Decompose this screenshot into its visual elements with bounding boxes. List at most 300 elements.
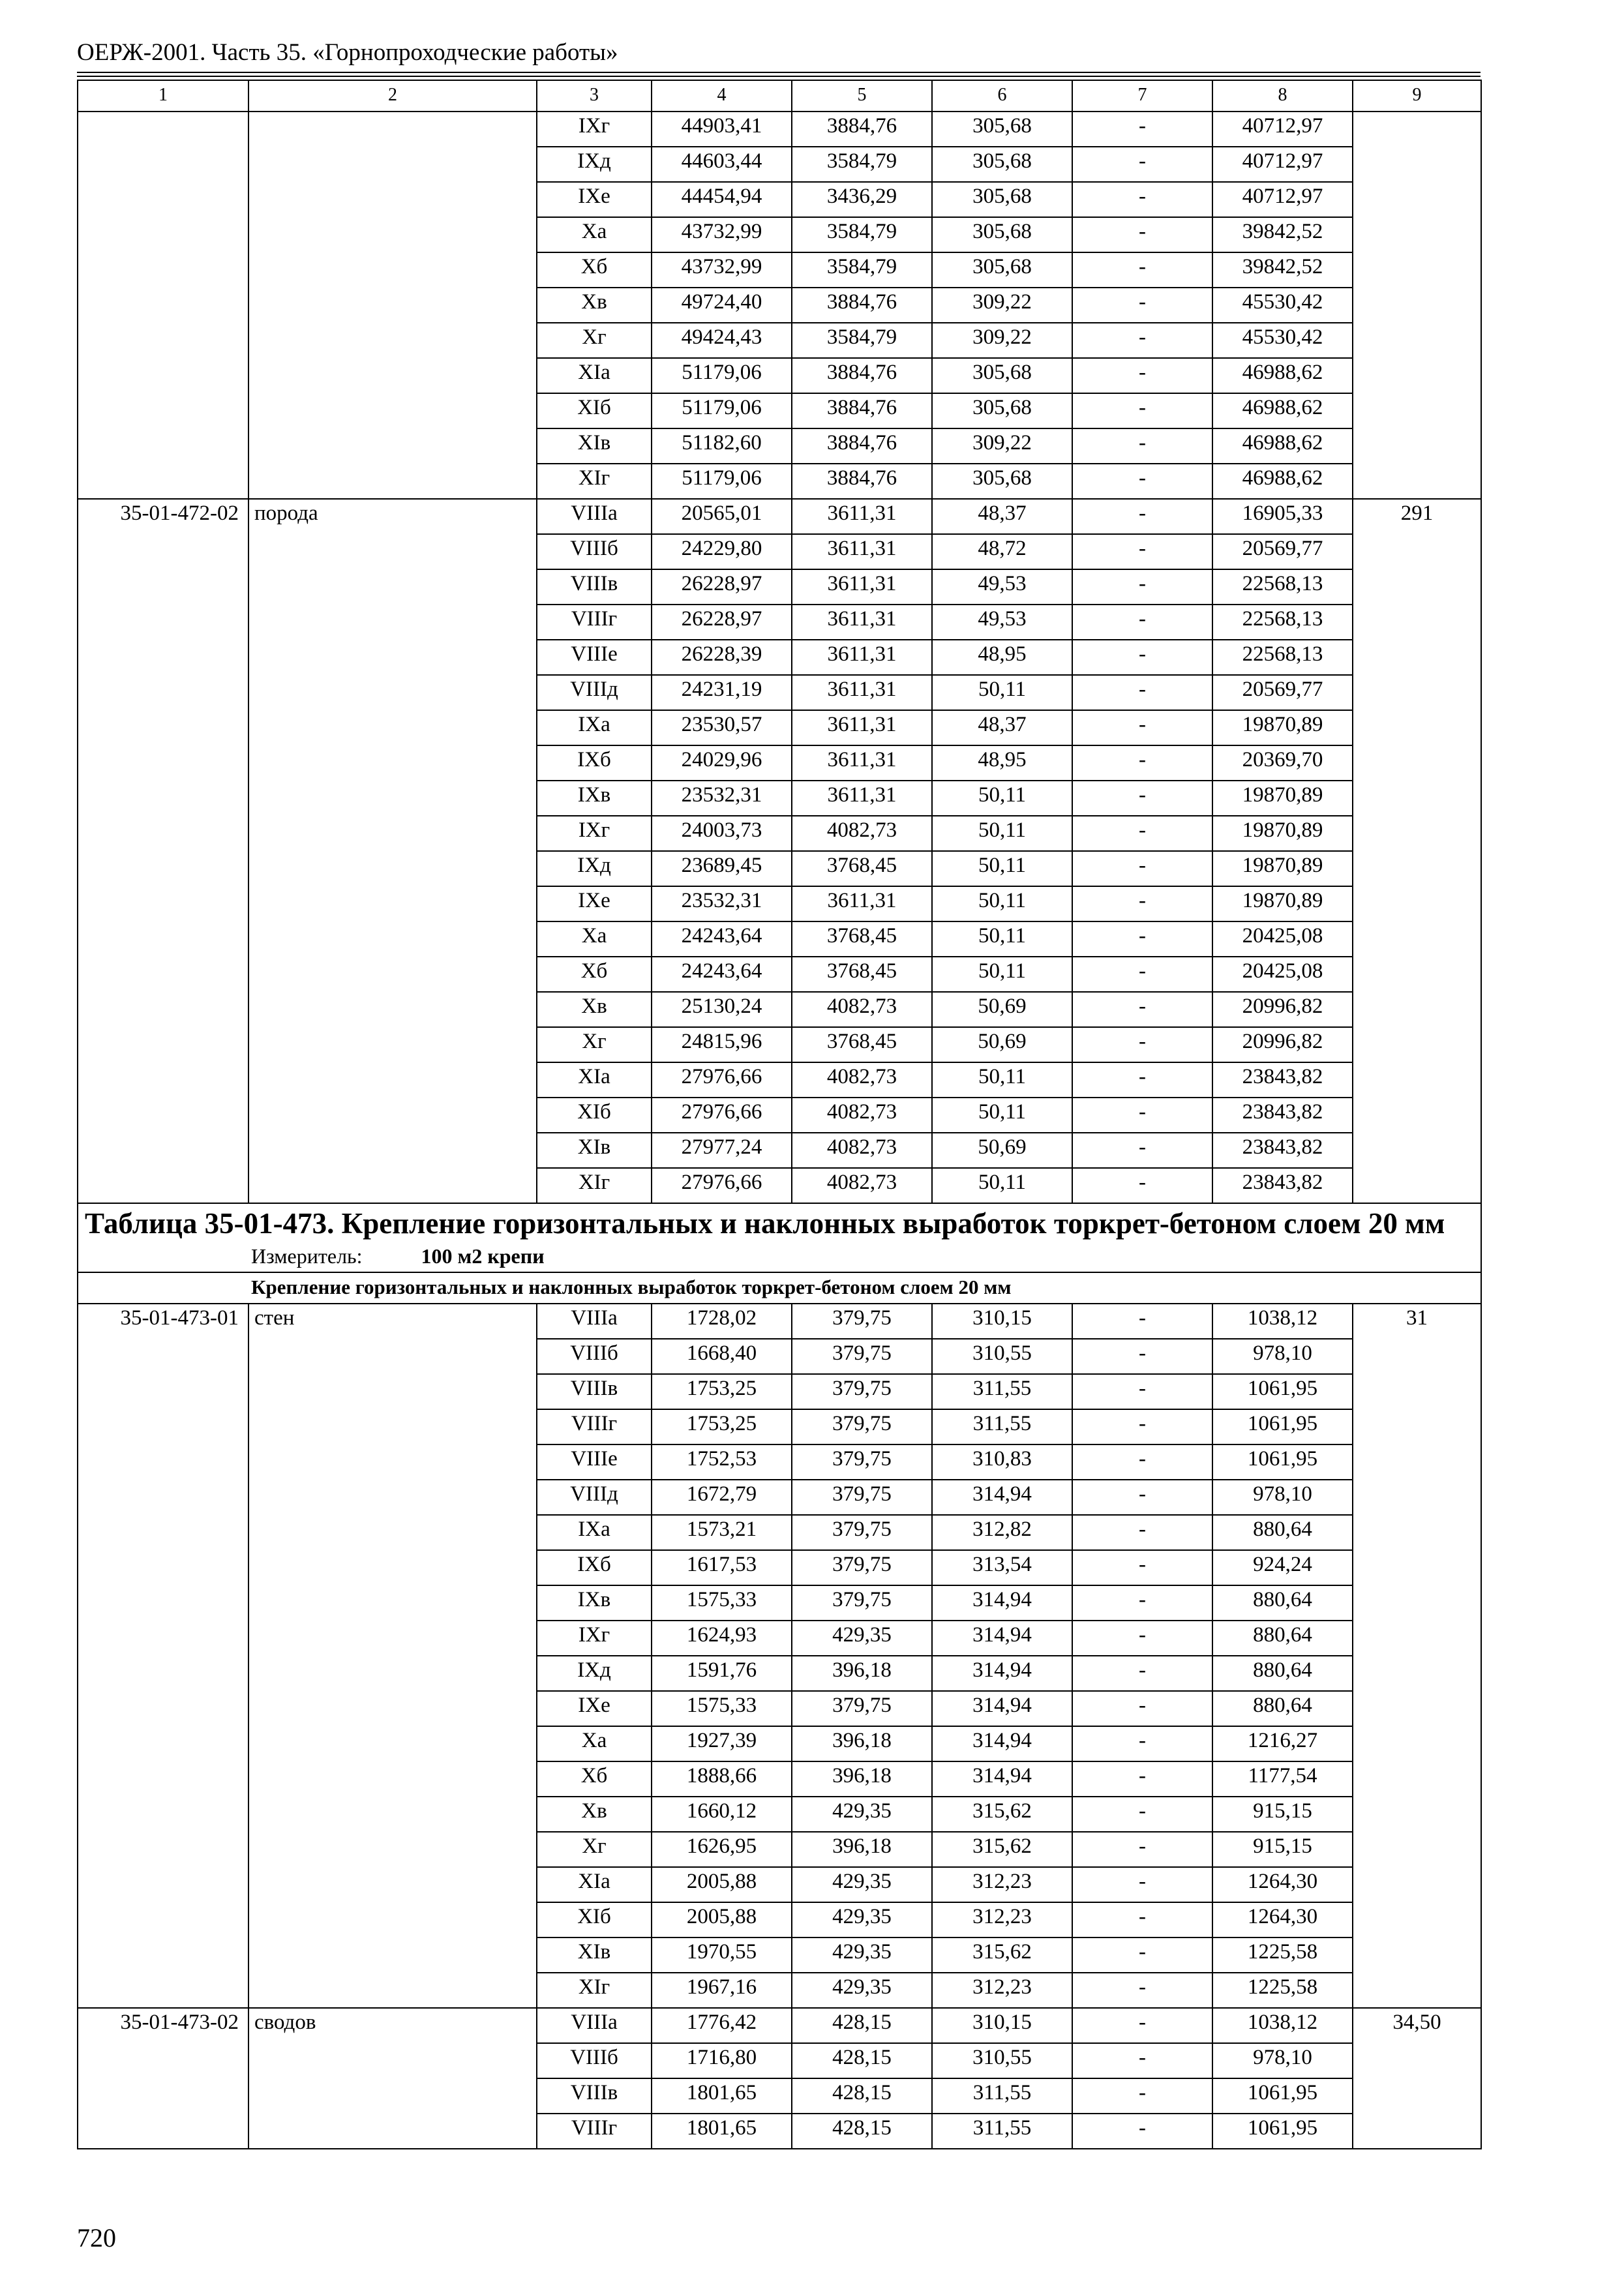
column-number: 7 [1072,80,1212,112]
rock-category: IXг [537,816,652,851]
total-cost: 1753,25 [652,1374,792,1409]
rock-category: VIIIб [537,1339,652,1374]
materials: 19870,89 [1212,710,1353,745]
total-cost: 24003,73 [652,816,792,851]
materials: 16905,33 [1212,499,1353,534]
total-cost: 1753,25 [652,1409,792,1444]
materials: 1061,95 [1212,1409,1353,1444]
rock-category: XIг [537,1973,652,2008]
total-cost: 1660,12 [652,1797,792,1832]
materials: 915,15 [1212,1797,1353,1832]
drivers-wages: - [1072,1867,1212,1902]
wages: 4082,73 [792,1168,932,1203]
wages: 3584,79 [792,252,932,288]
materials: 1264,30 [1212,1902,1353,1937]
column-number: 1 [78,80,248,112]
rock-category: XIб [537,1902,652,1937]
drivers-wages: - [1072,1550,1212,1585]
total-cost: 1591,76 [652,1656,792,1691]
column-numbers-row [78,80,1481,112]
total-cost: 27977,24 [652,1133,792,1168]
materials: 20996,82 [1212,992,1353,1027]
materials: 880,64 [1212,1621,1353,1656]
wages: 4082,73 [792,992,932,1027]
drivers-wages: - [1072,2114,1212,2149]
total-cost: 49424,43 [652,323,792,358]
rock-category: VIIIб [537,534,652,569]
price-table [77,80,1481,2149]
wages: 3584,79 [792,217,932,252]
machine-operation: 50,69 [932,1133,1072,1168]
wages: 3884,76 [792,393,932,428]
machine-operation: 311,55 [932,1374,1072,1409]
item-name: стен [248,1304,537,2008]
drivers-wages: - [1072,358,1212,393]
rock-category: VIIIа [537,2008,652,2043]
total-cost: 1801,65 [652,2114,792,2149]
wages: 3611,31 [792,569,932,605]
total-cost: 1801,65 [652,2078,792,2114]
machine-operation: 50,69 [932,992,1072,1027]
wages: 379,75 [792,1480,932,1515]
drivers-wages: - [1072,992,1212,1027]
item-name [248,112,537,499]
rock-category: IXа [537,1515,652,1550]
total-cost: 1716,80 [652,2043,792,2078]
wages: 379,75 [792,1374,932,1409]
total-cost: 24815,96 [652,1027,792,1062]
machine-operation: 50,11 [932,816,1072,851]
rock-category: IXе [537,1691,652,1726]
rock-category: Xв [537,1797,652,1832]
machine-operation: 305,68 [932,252,1072,288]
drivers-wages: - [1072,605,1212,640]
total-cost: 51179,06 [652,358,792,393]
materials: 880,64 [1212,1691,1353,1726]
wages: 379,75 [792,1515,932,1550]
rock-category: Xв [537,288,652,323]
machine-operation: 311,55 [932,1409,1072,1444]
machine-operation: 305,68 [932,182,1072,217]
machine-operation: 305,68 [932,393,1072,428]
drivers-wages: - [1072,781,1212,816]
rock-category: IXа [537,710,652,745]
total-cost: 1967,16 [652,1973,792,2008]
rock-category: IXг [537,1621,652,1656]
rock-category: IXд [537,147,652,182]
drivers-wages: - [1072,323,1212,358]
drivers-wages: - [1072,2008,1212,2043]
wages: 3611,31 [792,781,932,816]
total-cost: 44603,44 [652,147,792,182]
drivers-wages: - [1072,1832,1212,1867]
wages: 4082,73 [792,816,932,851]
page-number: 720 [77,2223,116,2252]
column-number: 6 [932,80,1072,112]
materials: 23843,82 [1212,1062,1353,1098]
machine-operation: 314,94 [932,1656,1072,1691]
machine-operation: 311,55 [932,2078,1072,2114]
machine-operation: 314,94 [932,1621,1072,1656]
rock-category: XIа [537,358,652,393]
drivers-wages: - [1072,112,1212,147]
total-cost: 49724,40 [652,288,792,323]
wages: 3884,76 [792,288,932,323]
rock-category: VIIIг [537,2114,652,2149]
rock-category: IXб [537,1550,652,1585]
subheading-row [78,1272,1481,1304]
machine-operation: 314,94 [932,1691,1072,1726]
wages: 379,75 [792,1339,932,1374]
wages: 396,18 [792,1656,932,1691]
wages: 3768,45 [792,851,932,886]
rock-category: XIа [537,1062,652,1098]
drivers-wages: - [1072,428,1212,464]
rock-category: XIб [537,393,652,428]
labor-cost: 291 [1353,499,1481,1203]
rock-category: XIб [537,1098,652,1133]
rock-category: Xг [537,1027,652,1062]
wages: 3436,29 [792,182,932,217]
total-cost: 51179,06 [652,393,792,428]
materials: 19870,89 [1212,851,1353,886]
machine-operation: 310,55 [932,2043,1072,2078]
drivers-wages: - [1072,217,1212,252]
wages: 379,75 [792,1550,932,1585]
materials: 40712,97 [1212,147,1353,182]
machine-operation: 314,94 [932,1480,1072,1515]
machine-operation: 312,23 [932,1902,1072,1937]
rock-category: IXе [537,886,652,921]
materials: 978,10 [1212,2043,1353,2078]
materials: 19870,89 [1212,781,1353,816]
rock-category: XIв [537,1937,652,1973]
materials: 978,10 [1212,1480,1353,1515]
rock-category: VIIIд [537,1480,652,1515]
rock-category: Xг [537,323,652,358]
table-row [78,2008,1481,2043]
machine-operation: 305,68 [932,217,1072,252]
drivers-wages: - [1072,957,1212,992]
measure-label: Измеритель: [251,1244,363,1268]
machine-operation: 310,83 [932,1444,1072,1480]
materials: 46988,62 [1212,428,1353,464]
labor-cost [1353,112,1481,499]
total-cost: 1672,79 [652,1480,792,1515]
machine-operation: 49,53 [932,605,1072,640]
column-number: 8 [1212,80,1353,112]
table-subheading: Крепление горизонтальных и наклонных выработок торкрет-бетоном слоем 20 мм [78,1272,1481,1304]
total-cost: 1776,42 [652,2008,792,2043]
drivers-wages: - [1072,499,1212,534]
drivers-wages: - [1072,1304,1212,1339]
rock-category: IXе [537,182,652,217]
table-row [78,1304,1481,1339]
drivers-wages: - [1072,464,1212,499]
column-number: 4 [652,80,792,112]
drivers-wages: - [1072,1062,1212,1098]
drivers-wages: - [1072,1515,1212,1550]
materials: 20425,08 [1212,921,1353,957]
total-cost: 1927,39 [652,1726,792,1761]
total-cost: 26228,97 [652,569,792,605]
materials: 45530,42 [1212,323,1353,358]
machine-operation: 311,55 [932,2114,1072,2149]
rock-category: XIг [537,1168,652,1203]
materials: 978,10 [1212,1339,1353,1374]
rock-category: VIIIа [537,499,652,534]
total-cost: 24029,96 [652,745,792,781]
wages: 3584,79 [792,323,932,358]
wages: 3611,31 [792,886,932,921]
machine-operation: 48,72 [932,534,1072,569]
drivers-wages: - [1072,710,1212,745]
materials: 46988,62 [1212,358,1353,393]
rock-category: IXб [537,745,652,781]
wages: 3768,45 [792,957,932,992]
drivers-wages: - [1072,1339,1212,1374]
wages: 429,35 [792,1902,932,1937]
rock-category: IXг [537,112,652,147]
materials: 23843,82 [1212,1098,1353,1133]
rock-category: VIIIв [537,2078,652,2114]
materials: 1061,95 [1212,1374,1353,1409]
materials: 1061,95 [1212,2078,1353,2114]
wages: 379,75 [792,1409,932,1444]
page-header: ОЕРЖ-2001. Часть 35. «Горнопроходческие работы» [77,39,618,66]
materials: 39842,52 [1212,217,1353,252]
wages: 3768,45 [792,921,932,957]
wages: 429,35 [792,1797,932,1832]
wages: 3884,76 [792,112,932,147]
machine-operation: 48,95 [932,640,1072,675]
wages: 396,18 [792,1761,932,1797]
total-cost: 1617,53 [652,1550,792,1585]
drivers-wages: - [1072,1902,1212,1937]
machine-operation: 315,62 [932,1937,1072,1973]
machine-operation: 49,53 [932,569,1072,605]
item-code: 35-01-472-02 [78,499,248,1203]
wages: 379,75 [792,1691,932,1726]
labor-cost: 34,50 [1353,2008,1481,2149]
total-cost: 1575,33 [652,1585,792,1621]
table-title-row [78,1203,1481,1272]
materials: 1225,58 [1212,1937,1353,1973]
materials: 1038,12 [1212,2008,1353,2043]
machine-operation: 310,55 [932,1339,1072,1374]
materials: 40712,97 [1212,182,1353,217]
drivers-wages: - [1072,886,1212,921]
total-cost: 43732,99 [652,217,792,252]
rock-category: VIIIе [537,1444,652,1480]
column-number: 2 [248,80,537,112]
machine-operation: 50,11 [932,1062,1072,1098]
drivers-wages: - [1072,745,1212,781]
rock-category: VIIIе [537,640,652,675]
drivers-wages: - [1072,1133,1212,1168]
machine-operation: 305,68 [932,464,1072,499]
machine-operation: 312,23 [932,1973,1072,2008]
materials: 22568,13 [1212,605,1353,640]
machine-operation: 305,68 [932,112,1072,147]
machine-operation: 48,37 [932,710,1072,745]
rock-category: Xб [537,252,652,288]
total-cost: 1668,40 [652,1339,792,1374]
rock-category: IXв [537,1585,652,1621]
wages: 429,35 [792,1621,932,1656]
machine-operation: 310,15 [932,2008,1072,2043]
machine-operation: 305,68 [932,147,1072,182]
wages: 3611,31 [792,605,932,640]
total-cost: 27976,66 [652,1062,792,1098]
total-cost: 1752,53 [652,1444,792,1480]
wages: 3611,31 [792,640,932,675]
header-rule [77,72,1481,73]
machine-operation: 313,54 [932,1550,1072,1585]
wages: 428,15 [792,2008,932,2043]
wages: 379,75 [792,1444,932,1480]
measure-value: 100 м2 крепи [421,1244,545,1268]
wages: 4082,73 [792,1098,932,1133]
drivers-wages: - [1072,1027,1212,1062]
machine-operation: 309,22 [932,323,1072,358]
materials: 22568,13 [1212,569,1353,605]
item-code [78,112,248,499]
total-cost: 51179,06 [652,464,792,499]
rock-category: VIIIг [537,1409,652,1444]
column-number: 9 [1353,80,1481,112]
rock-category: XIг [537,464,652,499]
rock-category: Xа [537,217,652,252]
total-cost: 51182,60 [652,428,792,464]
wages: 396,18 [792,1726,932,1761]
drivers-wages: - [1072,816,1212,851]
wages: 3884,76 [792,358,932,393]
drivers-wages: - [1072,2043,1212,2078]
wages: 396,18 [792,1832,932,1867]
drivers-wages: - [1072,1797,1212,1832]
machine-operation: 309,22 [932,428,1072,464]
header-rule-double [77,76,1481,77]
table-title-cell [78,1203,1481,1272]
materials: 46988,62 [1212,464,1353,499]
wages: 379,75 [792,1585,932,1621]
total-cost: 1624,93 [652,1621,792,1656]
rock-category: Xв [537,992,652,1027]
materials: 1264,30 [1212,1867,1353,1902]
machine-operation: 314,94 [932,1726,1072,1761]
wages: 4082,73 [792,1062,932,1098]
rock-category: VIIIа [537,1304,652,1339]
machine-operation: 315,62 [932,1832,1072,1867]
total-cost: 44454,94 [652,182,792,217]
wages: 3611,31 [792,745,932,781]
item-name: порода [248,499,537,1203]
materials: 19870,89 [1212,886,1353,921]
drivers-wages: - [1072,1585,1212,1621]
total-cost: 44903,41 [652,112,792,147]
drivers-wages: - [1072,1444,1212,1480]
machine-operation: 50,11 [932,886,1072,921]
column-number: 5 [792,80,932,112]
materials: 46988,62 [1212,393,1353,428]
materials: 880,64 [1212,1656,1353,1691]
materials: 20569,77 [1212,534,1353,569]
total-cost: 20565,01 [652,499,792,534]
table-row [78,499,1481,534]
drivers-wages: - [1072,1098,1212,1133]
total-cost: 24243,64 [652,921,792,957]
machine-operation: 314,94 [932,1761,1072,1797]
materials: 39842,52 [1212,252,1353,288]
rock-category: VIIIв [537,1374,652,1409]
materials: 20569,77 [1212,675,1353,710]
drivers-wages: - [1072,1973,1212,2008]
rock-category: VIIIд [537,675,652,710]
machine-operation: 310,15 [932,1304,1072,1339]
machine-operation: 50,11 [932,781,1072,816]
total-cost: 1888,66 [652,1761,792,1797]
table-title: Таблица 35-01-473. Крепление горизонтальных и наклонных выработок торкрет-бетоном слоем 20 мм [85,1207,1445,1240]
materials: 924,24 [1212,1550,1353,1585]
drivers-wages: - [1072,1409,1212,1444]
total-cost: 26228,39 [652,640,792,675]
total-cost: 23689,45 [652,851,792,886]
wages: 3768,45 [792,1027,932,1062]
machine-operation: 309,22 [932,288,1072,323]
total-cost: 24229,80 [652,534,792,569]
machine-operation: 312,82 [932,1515,1072,1550]
rock-category: VIIIб [537,2043,652,2078]
wages: 428,15 [792,2078,932,2114]
materials: 45530,42 [1212,288,1353,323]
rock-category: Xа [537,921,652,957]
materials: 1225,58 [1212,1973,1353,2008]
table-body [78,80,1481,2149]
machine-operation: 315,62 [932,1797,1072,1832]
drivers-wages: - [1072,2078,1212,2114]
drivers-wages: - [1072,1621,1212,1656]
machine-operation: 312,23 [932,1867,1072,1902]
rock-category: IXд [537,1656,652,1691]
drivers-wages: - [1072,1168,1212,1203]
drivers-wages: - [1072,534,1212,569]
wages: 429,35 [792,1973,932,2008]
rock-category: XIв [537,428,652,464]
item-name: сводов [248,2008,537,2149]
rock-category: XIв [537,1133,652,1168]
total-cost: 27976,66 [652,1168,792,1203]
drivers-wages: - [1072,1656,1212,1691]
wages: 428,15 [792,2114,932,2149]
rock-category: VIIIг [537,605,652,640]
total-cost: 43732,99 [652,252,792,288]
materials: 1038,12 [1212,1304,1353,1339]
rock-category: Xг [537,1832,652,1867]
wages: 3611,31 [792,534,932,569]
rock-category: IXд [537,851,652,886]
total-cost: 1970,55 [652,1937,792,1973]
materials: 23843,82 [1212,1133,1353,1168]
materials: 20369,70 [1212,745,1353,781]
materials: 915,15 [1212,1832,1353,1867]
drivers-wages: - [1072,851,1212,886]
column-number: 3 [537,80,652,112]
total-cost: 26228,97 [652,605,792,640]
machine-operation: 50,11 [932,851,1072,886]
rock-category: XIа [537,1867,652,1902]
materials: 22568,13 [1212,640,1353,675]
